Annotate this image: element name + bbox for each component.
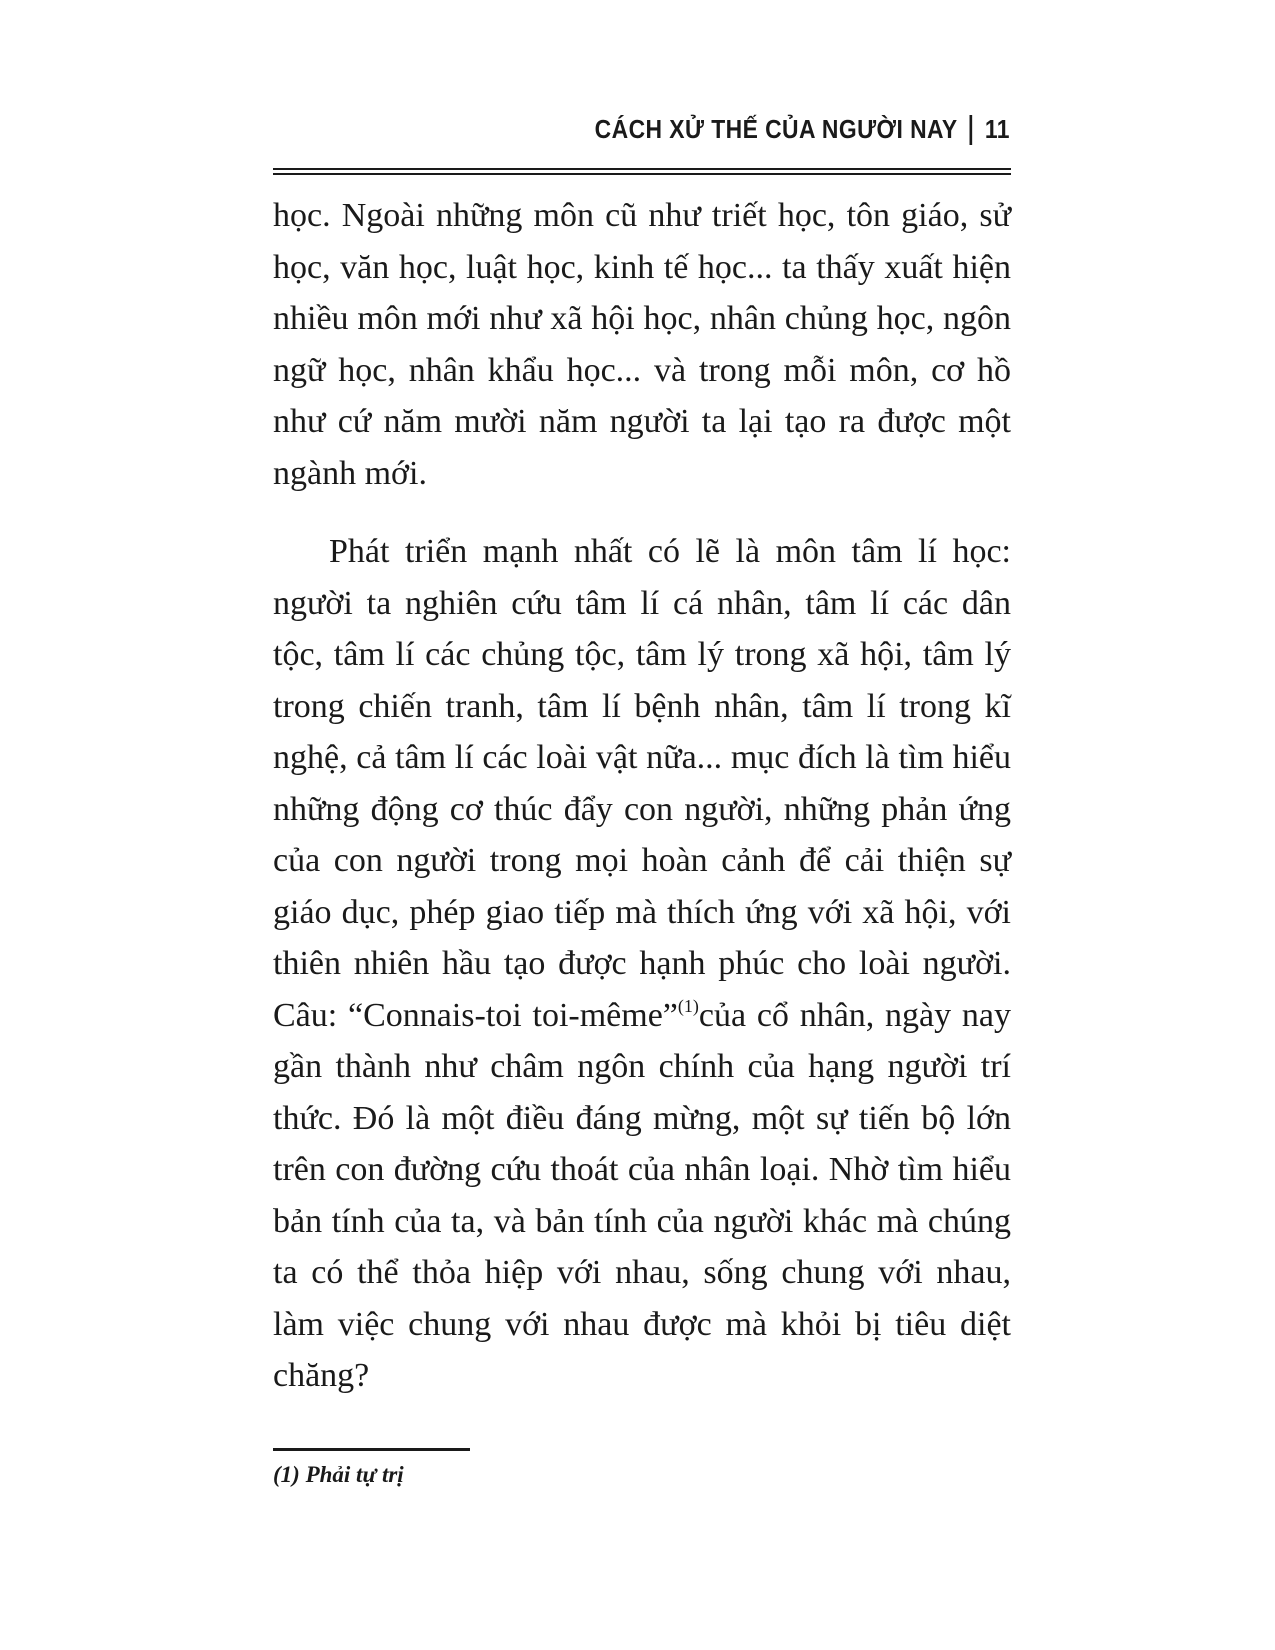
header-double-rule: [273, 168, 1011, 178]
paragraph-2-part-2: của cổ nhân, ngày nay gần thành như châm ngôn chính của hạng người trí thức. Đó là một điều đáng mừng, một sự tiến bộ lớn trên con đường cứu thoát của nhân loại. Nhờ tìm hiểu bản tính của ta, và bản tính của người khác mà chúng ta có thể thỏa hiệp với nhau, sống chung với nhau, làm việc chung với nhau được mà khỏi bị tiêu diệt chăng?: [273, 996, 1011, 1394]
page-number: 11: [984, 114, 1010, 144]
paragraph-2: [273, 526, 1011, 1402]
footnote: (1) Phải tự trị: [273, 1462, 404, 1487]
header-rule-top: [273, 168, 1011, 170]
body-text: [273, 190, 1011, 1402]
paragraph-2-part-1: Phát triển mạnh nhất có lẽ là môn tâm lí học: người ta nghiên cứu tâm lí cá nhân, tâm lí các dân tộc, tâm lí các chủng tộc, tâm lý trong xã hội, tâm lý trong chiến tranh, tâm lí bệnh nhân, tâm lí trong kĩ nghệ, cả tâm lí các loài vật nữa... mục đích là tìm hiểu những động cơ thúc đẩy con người, những phản ứng của con người trong mọi hoàn cảnh để cải thiện sự giáo dục, phép giao tiếp mà thích ứng với xã hội, với thiên nhiên hầu tạo được hạnh phúc cho loài người. Câu: “Connais-toi toi-même”: [273, 533, 1011, 1034]
paragraph-1: học. Ngoài những môn cũ như triết học, tôn giáo, sử học, văn học, luật học, kinh tế học... ta thấy xuất hiện nhiều môn mới như xã hội học, nhân chủng học, ngôn ngữ học, nhân khẩu học... và trong mỗi môn, cơ hồ như cứ năm mười năm người ta lại tạo ra được một ngành mới.: [273, 197, 1011, 492]
header-rule-bottom: [273, 173, 1011, 175]
running-header: [595, 114, 1010, 145]
footnote-rule: [273, 1448, 470, 1451]
header-separator: [970, 115, 973, 145]
running-header-title: CÁCH XỬ THẾ CỦA NGƯỜI NAY: [594, 114, 958, 144]
footnote-reference: (1): [677, 995, 699, 1016]
